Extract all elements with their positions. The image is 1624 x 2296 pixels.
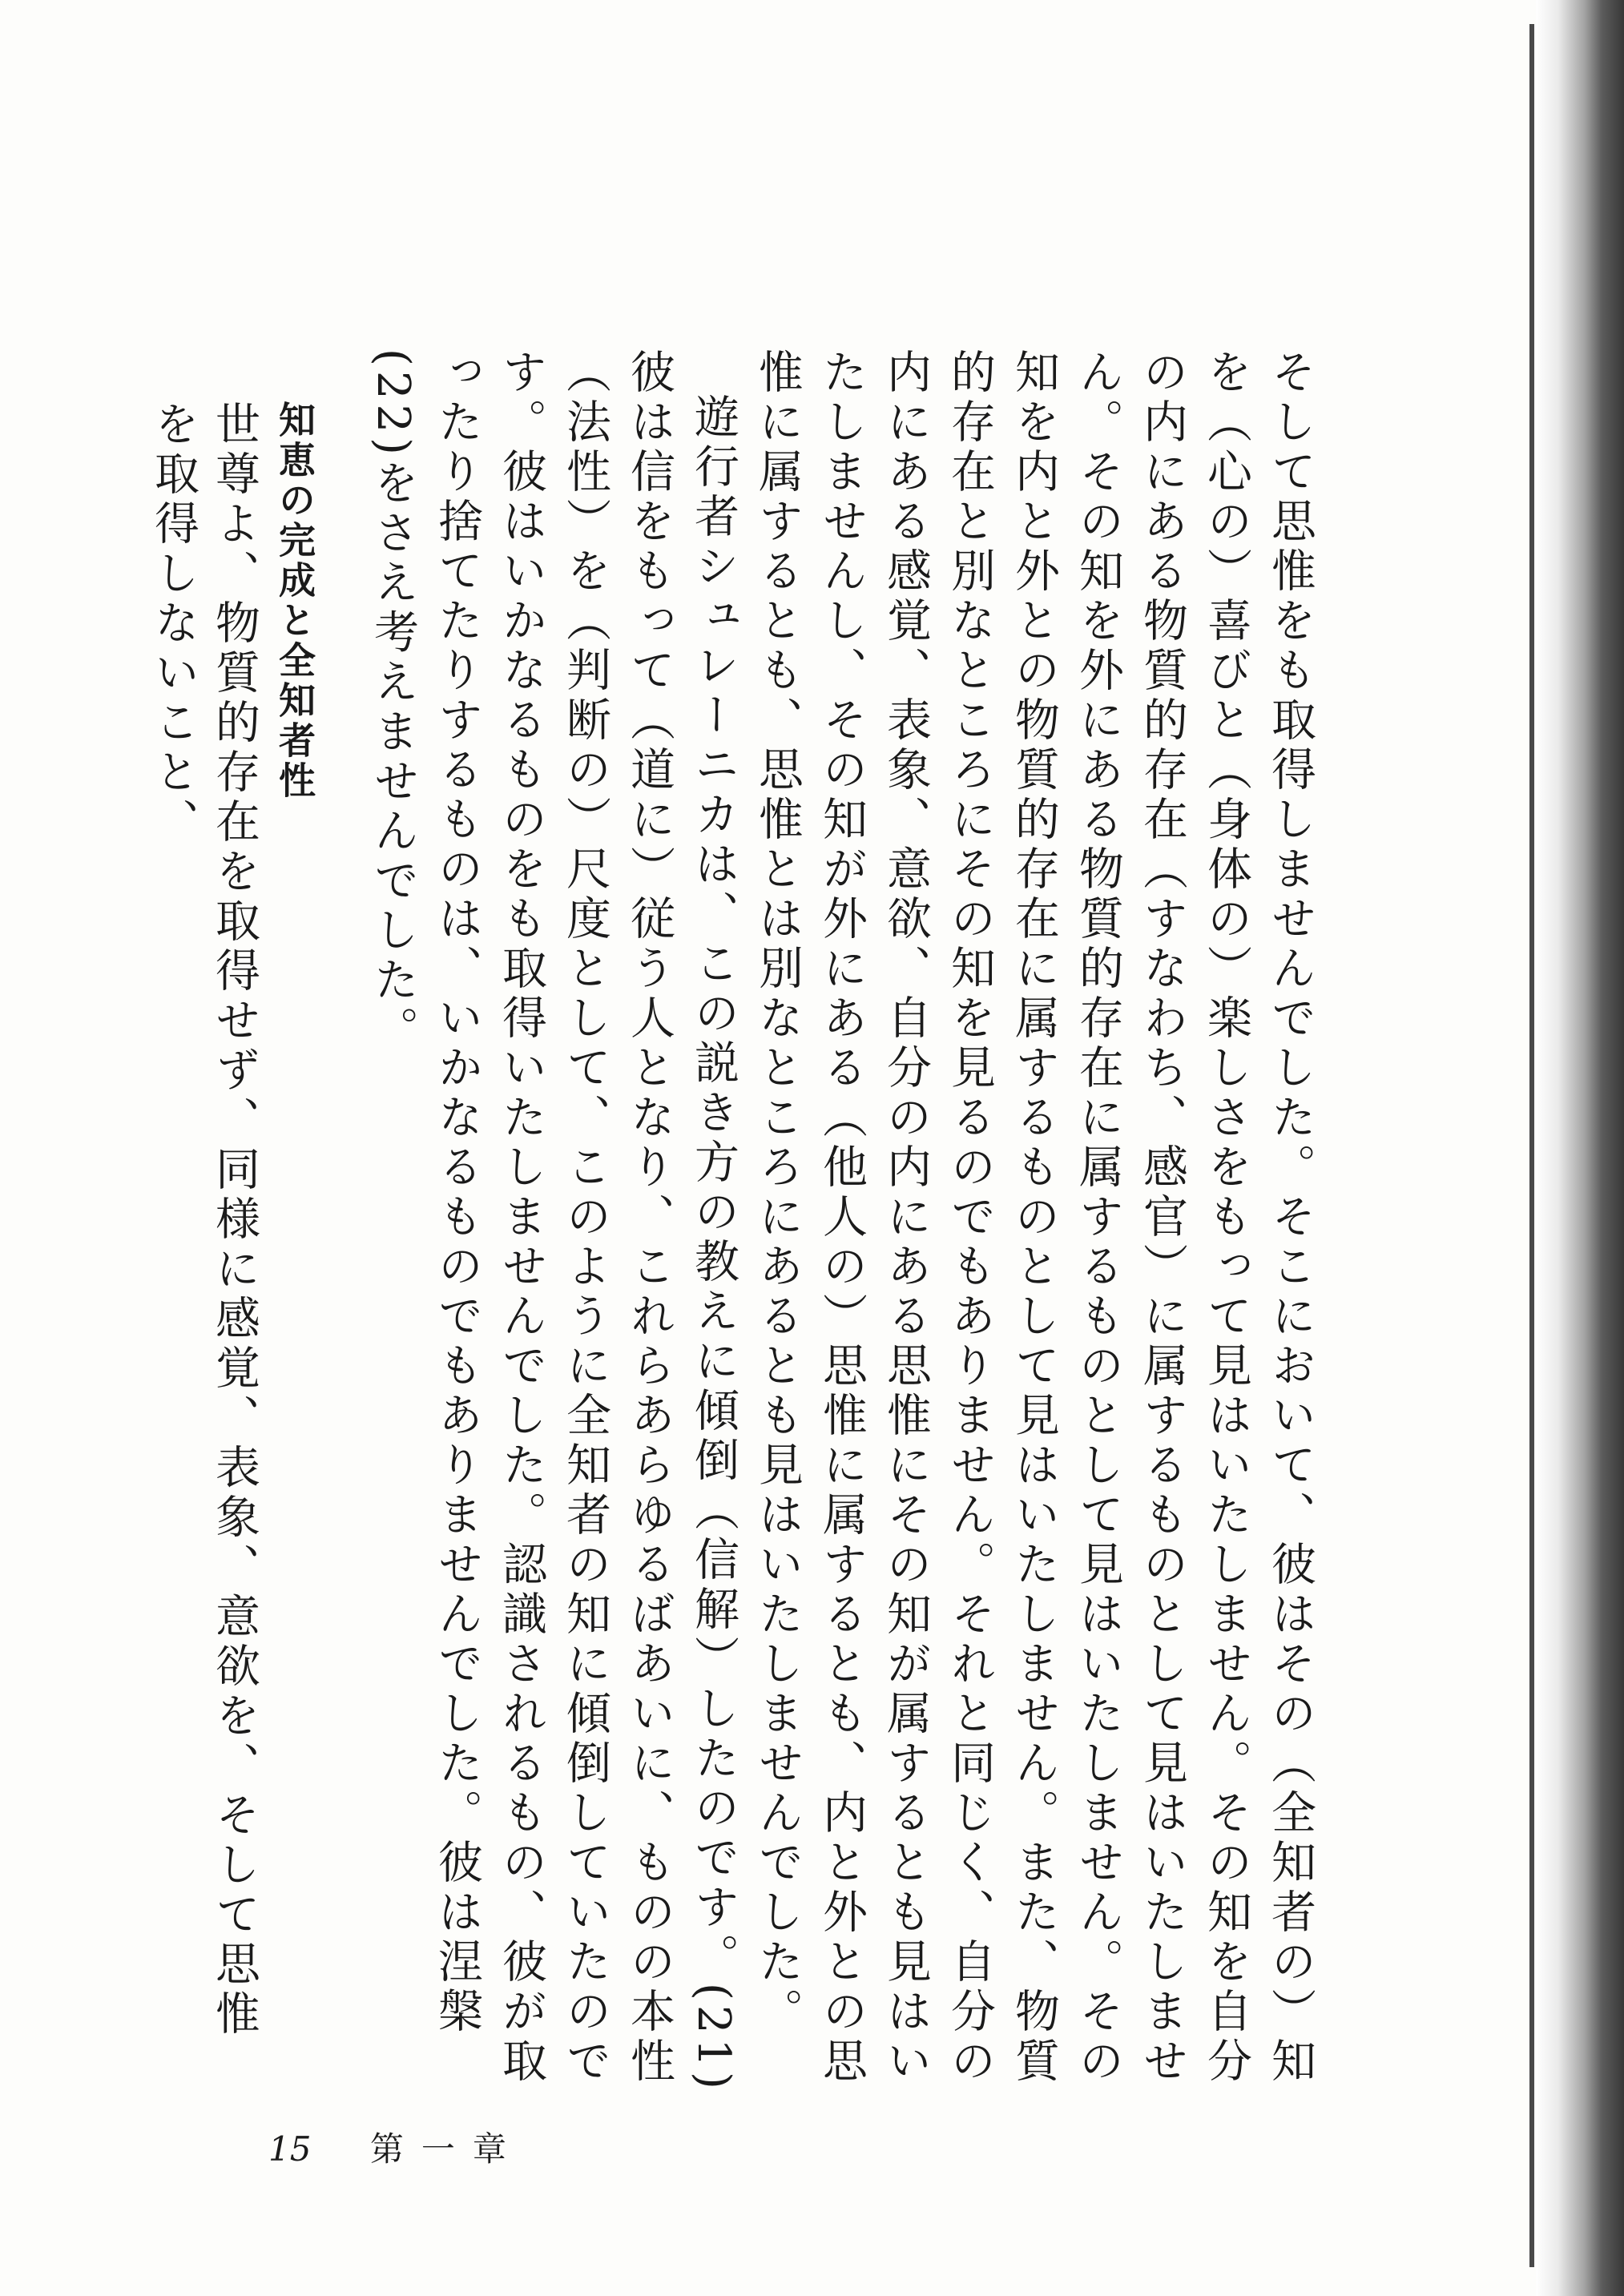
page-footer	[268, 2123, 524, 2171]
section-first-line: 世尊よ、物質的存在を取得せず、同様に感覚、表象、意欲を、そして思惟を取得しないこと、	[147, 401, 260, 2040]
main-text-block	[367, 348, 1322, 2111]
page-number: 15	[268, 2129, 312, 2169]
section-heading: 知恵の完成と全知者性	[273, 401, 316, 801]
chapter-label: 第一章	[369, 2129, 524, 2169]
book-spine-shadow	[1536, 0, 1624, 2296]
paragraph-1: そして思惟をも取得しませんでした。そこにおいて、彼はその（全知者の）知を（心の）喜びと（身体の）楽しさをもって見はいたしません。その知を自分の内にある物質的存在（すなわち、感官）に属するものとして見はいたしません。その知を外にある物質的存在に属するものとして見はいたしません。その知を内と外との物質的存在に属するものとして見はいたしません。また、物質的存在と別なところにその知を見るのでもありません。それと同じく、自分の内にある感覚、表象、意欲、自分の内にある思惟にその知が属するとも見はいたしませんし、その知が外にある（他人の）思惟に属するとも、内と外との思惟に属するとも、思惟とは別なところにあるとも見はいたしませんでした。	[752, 348, 1316, 2087]
paragraph-2: 遊行者シュレーニカは、この説き方の教えに傾倒（信解）したのです。(21) 彼は信をもって（道に）従う人となり、これらあらゆるばあいに、ものの本性（法性）を（判断の）尺度として、このように全知者の知に傾倒していたのです。彼はいかなるものをも取得いたしませんでした。認識されるもの、彼が取ったり捨てたりするものは、いかなるものでもありませんでした。彼は涅槃(22)をさえ考えませんでした。	[367, 348, 739, 2094]
section-block	[147, 401, 325, 2083]
book-spine-edge	[1529, 24, 1534, 2267]
